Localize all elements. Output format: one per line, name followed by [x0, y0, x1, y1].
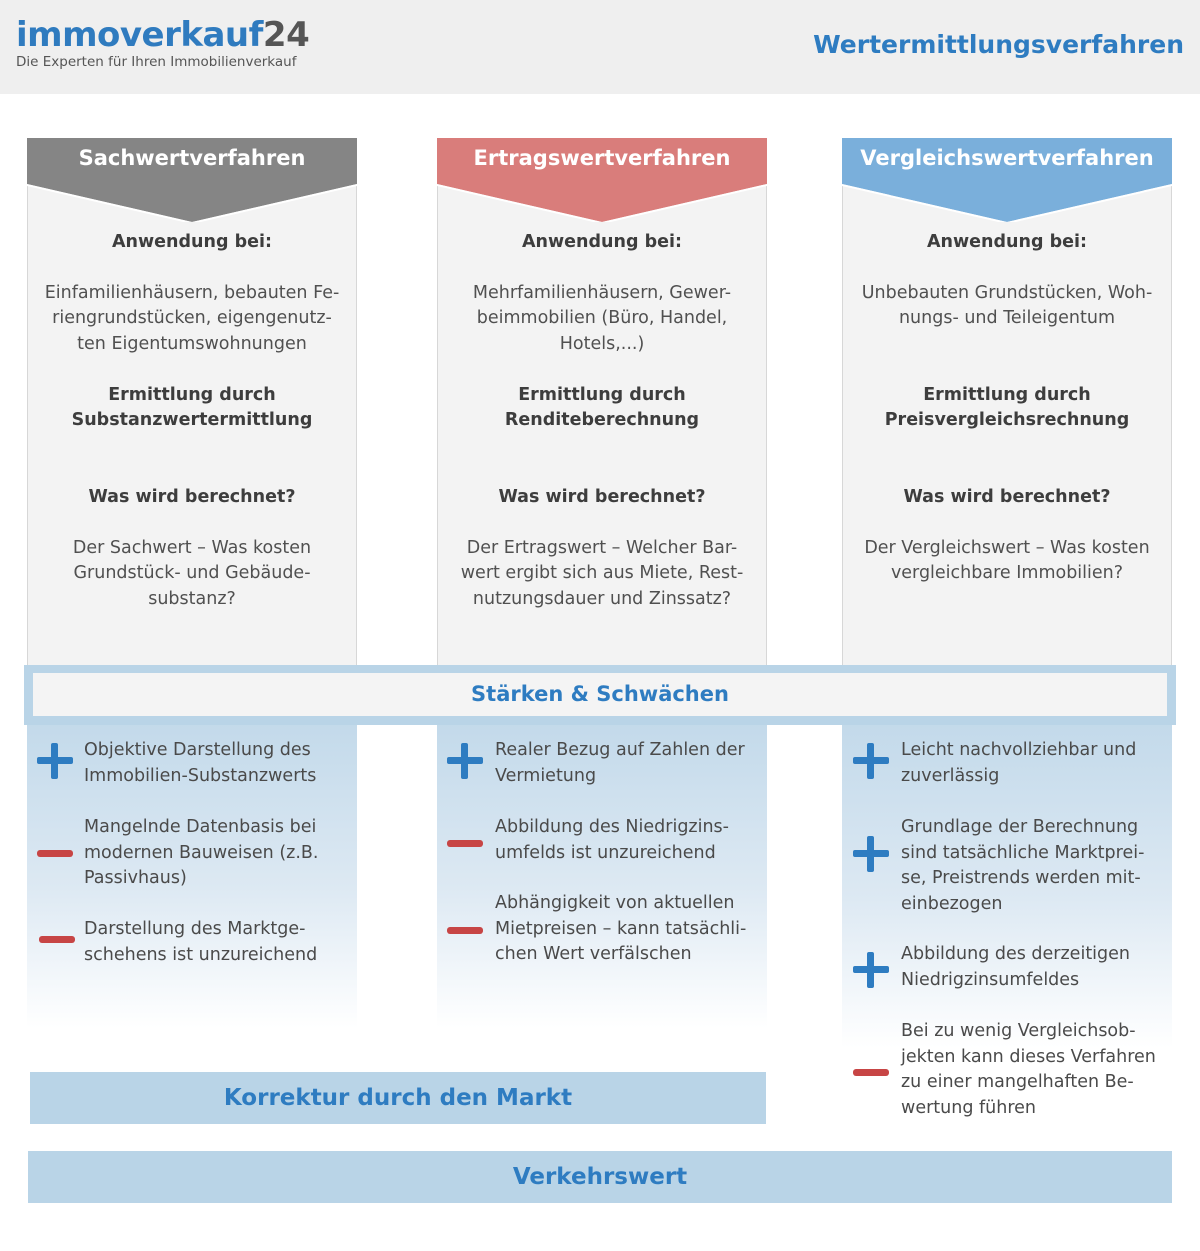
- item-line: chen Wert verfälschen: [495, 944, 692, 964]
- antwort-line: Der Ertragswert – Welcher Bar-: [466, 537, 738, 558]
- item-line: zu einer mangelhaften Be-: [901, 1072, 1134, 1092]
- column-title: Vergleichswertverfahren: [842, 138, 1172, 178]
- item-line: wertung führen: [901, 1097, 1037, 1118]
- item-line: Passivhaus): [84, 868, 187, 888]
- con-item: [84, 917, 317, 968]
- anwendung-line: Hotels,...): [559, 333, 645, 354]
- frage-label: Was wird berechnet?: [88, 486, 296, 507]
- ermittlung-line: Preisvergleichsrechnung: [884, 410, 1130, 430]
- item-line: zuverlässig: [901, 765, 1000, 786]
- antwort-line: wert ergibt sich aus Miete, Rest-: [460, 563, 744, 583]
- logo-name: immoverkauf: [16, 15, 263, 55]
- anwendung-line: beimmobilien (Büro, Handel,: [476, 308, 728, 328]
- antwort-line: Der Vergleichswert – Was kosten: [864, 537, 1150, 558]
- minus-icon: [39, 936, 75, 943]
- con-item: [495, 891, 746, 968]
- item-line: Darstellung des Marktge-: [84, 919, 306, 939]
- ermittlung-line: Ermittlung durch: [108, 384, 276, 405]
- minus-icon: [447, 840, 483, 847]
- brand-logo[interactable]: [16, 16, 309, 70]
- header-bar: [0, 0, 1200, 94]
- frage-label: Was wird berechnet?: [498, 486, 706, 507]
- pro-item: [901, 815, 1144, 917]
- logo-number: 24: [262, 15, 310, 55]
- item-line: schehens ist unzureichend: [84, 944, 318, 965]
- column-content: [842, 230, 1172, 587]
- header-chevron: [842, 178, 1172, 222]
- ermittlung-line: Renditeberechnung: [504, 410, 700, 430]
- korrektur-bar: Korrektur durch den Markt: [30, 1072, 766, 1124]
- item-line: umfelds ist unzureichend: [495, 842, 716, 863]
- con-item: [901, 1019, 1156, 1121]
- con-item: [84, 815, 318, 892]
- column-title: Sachwertverfahren: [27, 138, 357, 178]
- column-content: [27, 230, 357, 612]
- header-chevron: [437, 178, 767, 222]
- anwendung-line: Unbebauten Grundstücken, Woh-: [861, 282, 1153, 303]
- pro-item: [84, 738, 316, 789]
- anwendung-line: Mehrfamilienhäusern, Gewer-: [472, 282, 732, 303]
- ermittlung-line: Substanzwertermittlung: [71, 410, 313, 430]
- page-title: Wertermittlungsverfahren: [813, 30, 1184, 59]
- item-line: Bei zu wenig Vergleichsob-: [901, 1021, 1136, 1041]
- anwendung-line: Einfamilienhäusern, bebauten Fe-: [44, 282, 340, 303]
- anwendung-line: riengrundstücken, eigengenutz-: [52, 308, 332, 328]
- con-item: [495, 815, 729, 866]
- anwendung-line: ten Eigentumswohnungen: [77, 333, 307, 354]
- ermittlung-line: Ermittlung durch: [923, 384, 1091, 405]
- anwendung-line: nungs- und Teileigentum: [898, 308, 1116, 328]
- item-line: Mangelnde Datenbasis bei: [84, 817, 317, 837]
- anwendung-label: Anwendung bei:: [112, 232, 272, 252]
- item-line: Abbildung des Niedrigzins-: [495, 817, 729, 837]
- logo-tagline: Die Experten für Ihren Immobilienverkauf: [16, 54, 297, 70]
- minus-icon: [447, 927, 483, 934]
- anwendung-label: Anwendung bei:: [927, 232, 1087, 252]
- column-content: [437, 230, 767, 612]
- minus-icon: [853, 1069, 889, 1076]
- anwendung-label: Anwendung bei:: [522, 232, 682, 252]
- strengths-title: Stärken & Schwächen: [33, 673, 1167, 716]
- plus-icon: [853, 952, 889, 988]
- item-line: Objektive Darstellung des: [84, 740, 311, 760]
- item-line: modernen Bauweisen (z.B.: [84, 842, 319, 863]
- frage-label: Was wird berechnet?: [903, 486, 1111, 507]
- plus-icon: [447, 743, 483, 779]
- antwort-line: substanz?: [148, 588, 236, 609]
- header-chevron: [27, 178, 357, 222]
- ermittlung-line: Ermittlung durch: [518, 384, 686, 405]
- item-line: Leicht nachvollziehbar und: [901, 740, 1137, 760]
- item-line: einbezogen: [901, 893, 1003, 914]
- item-line: Abbildung des derzeitigen: [901, 944, 1131, 964]
- antwort-line: Der Sachwert – Was kosten: [72, 537, 312, 558]
- pro-item: [901, 942, 1130, 993]
- item-line: Grundlage der Berechnung: [901, 817, 1139, 837]
- antwort-line: nutzungsdauer und Zinssatz?: [472, 588, 732, 609]
- item-line: Realer Bezug auf Zahlen der: [495, 740, 745, 760]
- item-line: Vermietung: [495, 765, 597, 786]
- pro-item: [901, 738, 1136, 789]
- verkehrswert-bar: Verkehrswert: [28, 1151, 1172, 1203]
- plus-icon: [37, 743, 73, 779]
- item-line: Immobilien-Substanzwerts: [84, 765, 317, 786]
- antwort-line: vergleichbare Immobilien?: [890, 563, 1124, 583]
- pro-item: [495, 738, 745, 789]
- plus-icon: [853, 743, 889, 779]
- item-line: Niedrigzinsumfeldes: [901, 969, 1080, 990]
- plus-icon: [853, 836, 889, 872]
- item-line: jekten kann dieses Verfahren: [901, 1046, 1156, 1067]
- minus-icon: [37, 850, 73, 857]
- item-line: sind tatsächliche Marktprei-: [901, 842, 1145, 863]
- antwort-line: Grundstück- und Gebäude-: [73, 563, 311, 583]
- item-line: Mietpreisen – kann tatsächli-: [495, 918, 747, 939]
- column-title: Ertragswertverfahren: [437, 138, 767, 178]
- item-line: Abhängigkeit von aktuellen: [495, 893, 735, 913]
- item-line: se, Preistrends werden mit-: [901, 868, 1141, 888]
